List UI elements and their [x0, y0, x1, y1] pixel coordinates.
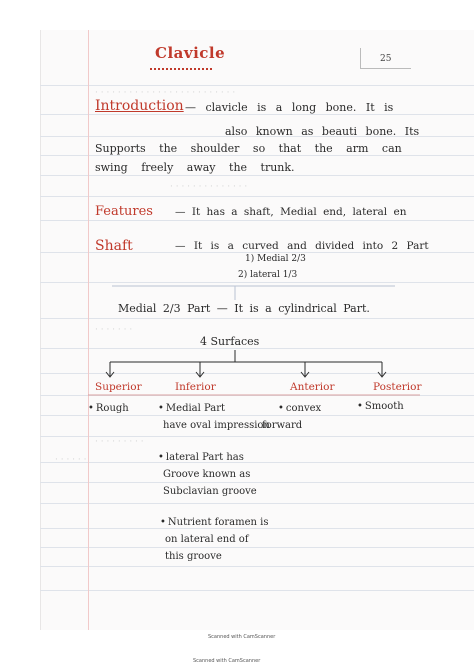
note-anterior-convex: • convex [278, 403, 321, 414]
note-superior-rough: • Rough [88, 403, 129, 414]
note-nutrient-foramen: • Nutrient foramen is [160, 517, 268, 528]
note-inferior-medial: • Medial Part [158, 403, 225, 414]
intro-line-1: — clavicle is a long bone. It is [185, 101, 394, 114]
features-text: — It has a shaft, Medial end, lateral en [175, 206, 407, 218]
bleed-through: · · · · · · · [95, 325, 133, 335]
column-inferior: Inferior [175, 381, 216, 393]
surfaces-title: 4 Surfaces [200, 335, 260, 348]
bleed-through: · · · · · · · · · · · · · · · · · · · · · · · · · [95, 88, 236, 98]
shaft-sub-part-medial: 1) Medial 2/3 [245, 254, 306, 264]
shaft-text: — It is a curved and divided into 2 Part [175, 240, 429, 252]
note-posterior-smooth: • Smooth [357, 401, 404, 412]
note-lateral-part: • lateral Part has [158, 452, 244, 463]
shaft-label: Shaft [95, 238, 133, 254]
intro-line-2: also known as beauti bone. Its [225, 125, 420, 138]
features-label: Features [95, 204, 153, 219]
note-nutrient-lateral-end: on lateral end of [165, 534, 249, 545]
column-posterior: Posterior [373, 381, 422, 393]
intro-line-3: Supports the shoulder so that the arm can [95, 142, 402, 155]
bleed-through: · · · · · · [55, 455, 87, 465]
bleed-through: · · · · · · · · · · · · · · [170, 182, 248, 192]
introduction-label: Introduction [95, 98, 184, 114]
page-number: 25 [380, 54, 392, 64]
medial-part-heading: Medial 2/3 Part — It is a cylindrical Part. [118, 302, 370, 315]
page-title: Clavicle [155, 44, 226, 62]
note-inferior-impression: have oval impression [163, 420, 270, 431]
bleed-through: · · · · · · · · · [95, 437, 144, 447]
intro-line-4: swing freely away the trunk. [95, 161, 295, 174]
note-nutrient-groove: this groove [165, 551, 222, 562]
scanner-watermark: Scanned with CamScanner [208, 634, 276, 640]
note-anterior-forward: forward [262, 420, 303, 431]
column-anterior: Anterior [290, 381, 335, 393]
scanner-watermark-2: Scanned with CamScanner [193, 658, 261, 664]
note-lateral-groove: Groove known as [163, 469, 251, 480]
note-lateral-subclavian: Subclavian groove [163, 486, 257, 497]
shaft-sub-part-lateral: 2) lateral 1/3 [238, 270, 298, 280]
column-superior: Superior [95, 381, 142, 393]
